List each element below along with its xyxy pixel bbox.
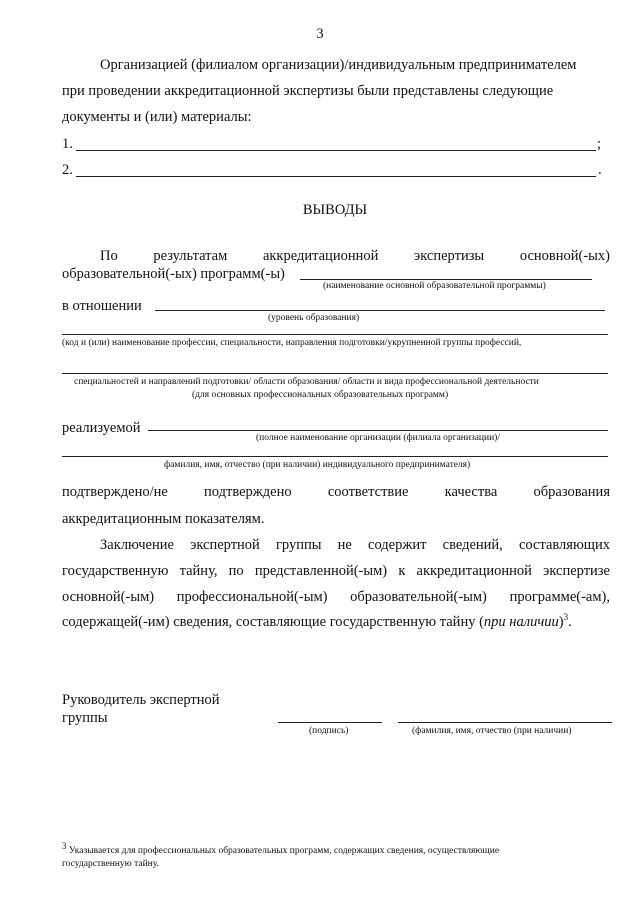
secret-word: тайну, <box>179 563 218 579</box>
secret-word: не <box>337 537 352 553</box>
signature-caption: (подпись) <box>309 726 349 736</box>
secret-word: экспертизе <box>543 563 610 579</box>
results-word: аккредитационной <box>262 248 379 264</box>
confirm-word: качества <box>444 484 498 500</box>
organization-caption: (полное наименование организации (филиала организации)/ <box>256 433 500 443</box>
results-word: основной(-ых) <box>519 248 610 264</box>
footnote <box>62 840 610 871</box>
secret-word: Заключение <box>100 537 174 553</box>
results-line-1 <box>100 246 610 266</box>
secret-word: по <box>228 563 244 579</box>
footnote-number: 3 <box>62 840 67 851</box>
secret-line-4 <box>62 612 572 632</box>
page-number: 3 <box>316 26 324 42</box>
specialty-caption-1: специальностей и направлений подготовки/ области образования/ области и вида профессиональной деятельности <box>74 377 539 387</box>
secret-word: профессиональной(-ым) <box>176 589 328 605</box>
secret-word: основной(-ым) <box>62 589 155 605</box>
confirm-word: образования <box>533 484 610 500</box>
regarding-label: в отношении <box>62 298 142 314</box>
secret-line-2 <box>62 561 610 581</box>
confirm-word: соответствие <box>327 484 409 500</box>
education-level-line <box>155 310 605 311</box>
confirm-word: подтверждено <box>204 484 292 500</box>
results-line-2: образовательной(-ых) программ(-ы) <box>62 266 285 282</box>
secret-line-4-end: . <box>568 614 572 630</box>
secret-word: составляющих <box>518 537 610 553</box>
head-name-line <box>398 722 612 723</box>
secret-line-4-italic: при наличии <box>483 614 559 630</box>
secret-line-1 <box>100 535 610 555</box>
head-name-caption: (фамилия, имя, отчество (при наличии) <box>412 726 572 736</box>
education-level-caption: (уровень образования) <box>268 313 360 323</box>
doc-item-1-end: ; <box>597 136 602 152</box>
results-word: экспертизы <box>414 248 485 264</box>
intro-line-3: документы и (или) материалы: <box>62 109 252 125</box>
intro-line-2: при проведении аккредитационной экспертизы были представлены следующие <box>62 83 554 99</box>
secret-word: экспертной <box>190 537 260 553</box>
confirm-word: подтверждено/не <box>62 484 168 500</box>
implemented-label: реализуемой <box>62 420 141 436</box>
doc-item-1-line <box>76 150 596 151</box>
footnote-text-2: государственную тайну. <box>62 859 159 869</box>
secret-word: к <box>398 563 406 579</box>
secret-word: представленной(-ым) <box>254 563 388 579</box>
expert-head-label-1: Руководитель экспертной <box>62 692 220 708</box>
profession-code-line <box>62 334 608 335</box>
doc-item-1-number: 1. <box>62 136 73 152</box>
secret-line-3 <box>62 587 610 607</box>
confirm-line-1 <box>62 482 610 502</box>
conclusions-title: ВЫВОДЫ <box>302 202 368 218</box>
footnote-text-1: Указывается для профессиональных образовательных программ, содержащих сведения, осуществляющие <box>66 846 500 856</box>
profession-code-caption: (код и (или) наименование профессии, специальности, направления подготовки/укрупненной группы профессий, <box>62 338 522 348</box>
specialty-line <box>62 373 608 374</box>
confirm-line-2: аккредитационным показателям. <box>62 511 265 527</box>
secret-word: сведений, <box>442 537 503 553</box>
secret-word: аккредитационной <box>416 563 532 579</box>
secret-word: образовательной(-ым) <box>350 589 487 605</box>
secret-word: государственную <box>62 563 169 579</box>
results-word: результатам <box>153 248 228 264</box>
entrepreneur-line <box>62 456 608 457</box>
doc-item-2-number: 2. <box>62 162 73 178</box>
entrepreneur-caption: фамилия, имя, отчество (при наличии) индивидуального предпринимателя) <box>164 460 471 470</box>
program-name-caption: (наименование основной образовательной программы) <box>323 281 546 291</box>
results-word: По <box>100 248 118 264</box>
organization-line <box>148 430 608 431</box>
footnote-mark: 3 <box>563 612 569 623</box>
specialty-caption-2: (для основных профессиональных образовательных программ) <box>192 390 449 400</box>
secret-word: программе(-ам), <box>509 589 610 605</box>
expert-head-label-2: группы <box>62 710 108 726</box>
intro-line-1: Организацией (филиалом организации)/индивидуальным предпринимателем <box>100 57 577 73</box>
signature-line <box>278 722 382 723</box>
secret-word: содержит <box>368 537 427 553</box>
doc-item-2-line <box>76 176 596 177</box>
doc-item-2-end: . <box>598 162 602 178</box>
secret-word: группы <box>275 537 322 553</box>
secret-line-4-text: содержащей(-им) сведения, составляющие государственную тайну ( <box>62 614 484 630</box>
secret-line-4-close: ) <box>558 614 564 630</box>
